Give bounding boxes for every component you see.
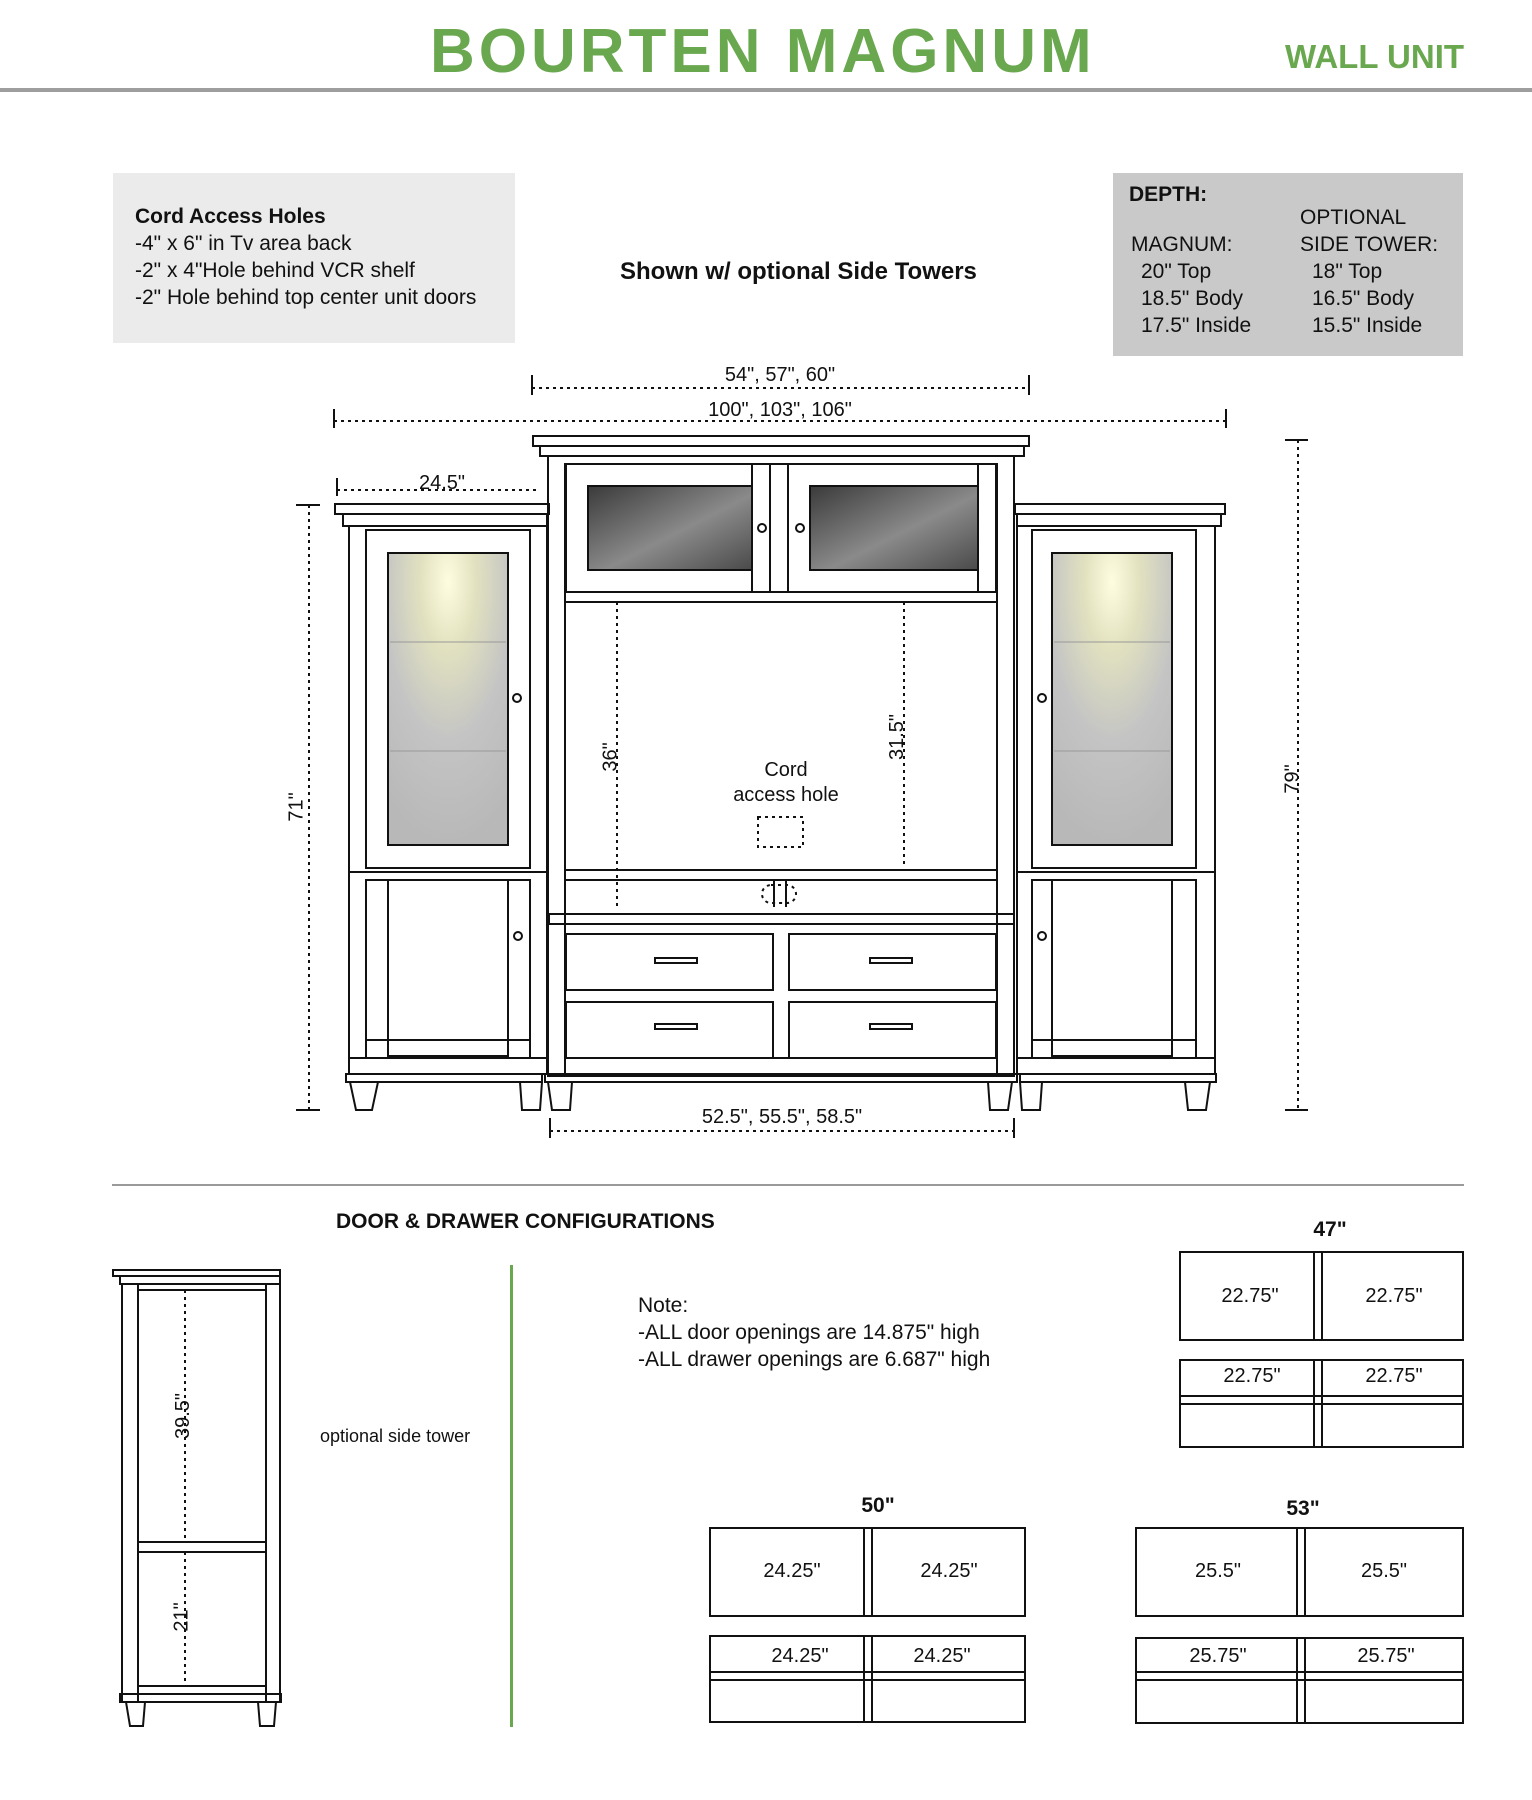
config-50-width: 50": [861, 1494, 895, 1517]
dim-base-width-label: 52.5", 55.5", 58.5": [701, 1106, 863, 1128]
right-side-tower: [1015, 504, 1225, 1110]
tower-lower-dim-label: 21": [170, 1602, 193, 1632]
dim-tower-height-label: 71": [285, 792, 308, 822]
cord-access-line: -4" x 6" in Tv area back: [135, 232, 352, 255]
dim-tower-width-label: 24.5": [418, 472, 466, 494]
cord-hole-label: access hole: [733, 784, 839, 806]
config-47-door-left: 22.75": [1221, 1285, 1279, 1307]
dim-overall-height-label: 79": [1281, 764, 1304, 794]
config-53-width: 53": [1286, 1497, 1320, 1520]
cord-access-line: -2" Hole behind top center unit doors: [135, 286, 477, 309]
config-47-width: 47": [1313, 1218, 1347, 1241]
optional-tower-label: optional side tower: [320, 1426, 471, 1446]
config-53-door: [1136, 1528, 1463, 1616]
dim-tv-height-left-label: 36": [599, 742, 622, 772]
magnum-depth-value: 18.5" Body: [1141, 287, 1244, 310]
dim-center-top-label: 54", 57", 60": [724, 364, 836, 386]
shown-with-label: Shown w/ optional Side Towers: [620, 258, 977, 285]
config-47-door-right: 22.75": [1365, 1285, 1423, 1307]
cord-access-heading: Cord Access Holes: [135, 205, 326, 228]
page-subtitle: WALL UNIT: [1285, 38, 1465, 75]
cord-hole-label: Cord: [764, 759, 808, 781]
left-side-tower: [335, 504, 549, 1110]
config-47-drawer-right: 22.75": [1365, 1365, 1423, 1387]
config-53-drawer-right: 25.75": [1357, 1645, 1415, 1667]
tower-depth-heading: SIDE TOWER:: [1300, 233, 1439, 256]
config-50-door-right: 24.25": [920, 1560, 978, 1582]
config-50-door-left: 24.25": [763, 1560, 821, 1582]
tower-depth-value: 15.5" Inside: [1312, 314, 1423, 337]
tower-depth-value: 18" Top: [1312, 260, 1383, 283]
note-line: -ALL door openings are 14.875" high: [638, 1321, 980, 1344]
configurations-title: DOOR & DRAWER CONFIGURATIONS: [336, 1210, 715, 1233]
magnum-depth-value: 17.5" Inside: [1141, 314, 1252, 337]
section-green-divider: [510, 1265, 513, 1727]
config-53-drawer-left: 25.75": [1189, 1645, 1247, 1667]
optional-side-tower-elevation: [113, 1270, 281, 1726]
cord-access-line: -2" x 4"Hole behind VCR shelf: [135, 259, 415, 282]
magnum-depth-value: 20" Top: [1141, 260, 1212, 283]
config-50-drawer-left: 24.25": [771, 1645, 829, 1667]
config-50-drawer: [710, 1636, 1025, 1722]
magnum-depth-heading: MAGNUM:: [1131, 233, 1233, 256]
openings-note: [638, 1292, 1058, 1373]
config-47-drawer-left: 22.75": [1223, 1365, 1281, 1387]
section-divider: [112, 1184, 1464, 1186]
config-53-door-right: 25.5": [1360, 1560, 1408, 1582]
dim-overall-width-label: 100", 103", 106": [708, 399, 852, 421]
depth-heading: DEPTH:: [1129, 183, 1208, 206]
config-50-door: [710, 1528, 1025, 1616]
vcr-cord-access-hole: [762, 885, 796, 903]
dim-tv-height-right-label: 31.5": [886, 713, 909, 761]
config-50-drawer-right: 24.25": [913, 1645, 971, 1667]
tv-cord-access-hole: [758, 817, 803, 847]
page-title: BOURTEN MAGNUM: [430, 17, 1096, 86]
tower-depth-value: 16.5" Body: [1312, 287, 1415, 310]
tower-upper-dim-label: 39.5": [172, 1392, 195, 1440]
note-line: -ALL drawer openings are 6.687" high: [638, 1348, 991, 1371]
config-53-door-left: 25.5": [1194, 1560, 1242, 1582]
note-line: Note:: [638, 1294, 689, 1317]
tower-depth-heading: OPTIONAL: [1300, 206, 1407, 229]
